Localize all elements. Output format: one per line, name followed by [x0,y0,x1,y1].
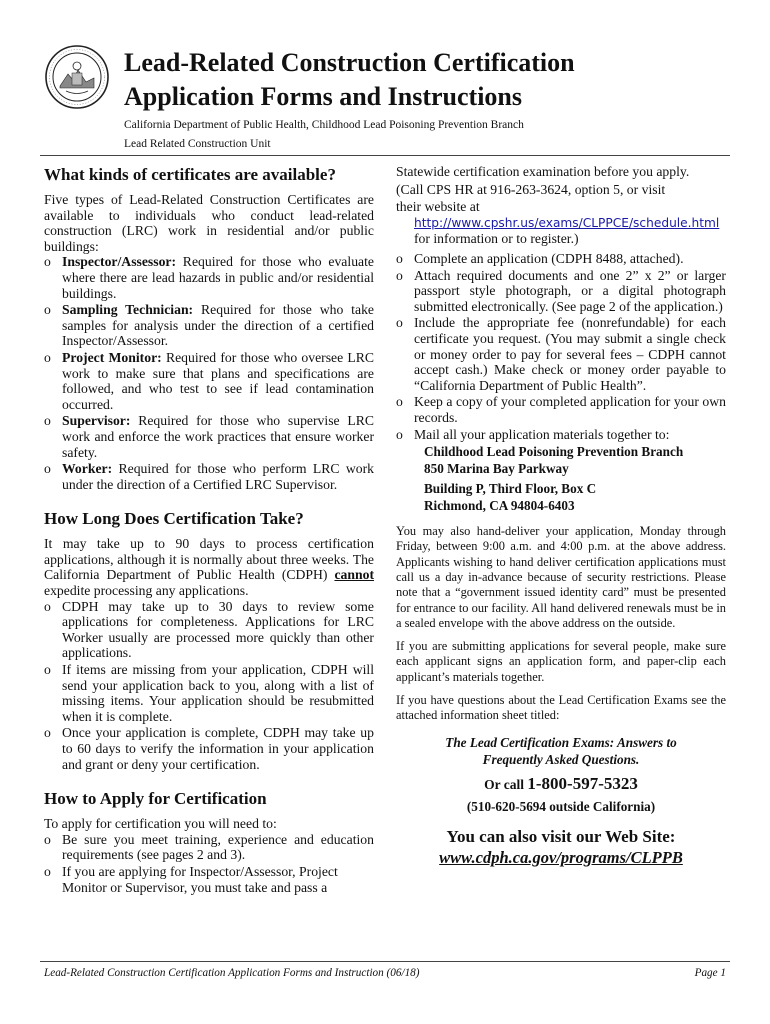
bullet: o [44,725,51,741]
address-line: 850 Marina Bay Parkway [424,460,569,476]
cert-type-desc: Required for those who supervise LRC work and enforce the work practices that ensure worker safety. [62,413,374,460]
cert-type-name: Sampling Technician: [62,302,194,318]
exam-continuation [396,164,726,247]
list-item [396,315,726,393]
address-line: Richmond, CA 94804-6403 [424,497,575,513]
call-prefix: Or call [484,776,528,792]
heading-certificate-kinds: What kinds of certificates are available? [44,165,336,184]
list-item [44,254,374,301]
footer-divider [40,961,730,962]
bullet: o [44,413,51,429]
heading-how-to-apply: How to Apply for Certification [44,789,267,809]
list-item [396,427,726,443]
list-item [44,461,374,492]
exam-text-2: (Call CPS HR at 916-263-3624, option 5, or visit [396,181,666,197]
list-item [44,350,374,412]
list-item-text: Keep a copy of your completed application for your own records. [414,394,726,425]
mailing-address [396,444,726,514]
header-divider [40,155,730,156]
visit-website-text: You can also visit our Web Site: [446,827,676,847]
list-item-text: Attach required documents and one 2” x 2” or larger passport style photograph, or a digital photograph submitted electronically. (See page 2 of the application.) [414,267,726,314]
list-item [44,302,374,349]
title-line-2: Application Forms and Instructions [124,82,522,111]
list-item [44,599,374,661]
california-seal-icon [44,44,110,110]
cert-type-desc: Required for those who take samples for analysis under the direction of a certified Inspector/Assessor. [62,302,374,349]
cannot-emphasis: cannot [334,567,374,583]
hand-deliver-paragraph: You may also hand-deliver your application, Monday through Friday, between 9:00 a.m. and 4:00 p.m. at the above address. Applicants wishing to hand deliver certification applications must call us a day in-advance because of security restrictions. Please note that a “government issued identity card” must be presented for entrance to our facility. All hand delivered renewals must be in a sealed envelope with the above address on the outside. [396,524,726,630]
list-item [44,832,374,863]
bullet: o [44,831,51,847]
exam-text-3: their website at [396,199,480,215]
cert-type-desc: Required for those who evaluate where there are lead hazards in public and/or residential buildings. [62,254,374,301]
faq-title-line-1: The Lead Certification Exams: Answers to [445,734,677,750]
bullet: o [396,250,403,266]
outside-california-phone: (510-620-5694 outside California) [466,798,656,814]
heading-certification-time: How Long Does Certification Take? [44,509,304,529]
bullet: o [396,426,403,442]
bullet: o [44,349,51,365]
apply-steps-list [44,832,374,895]
website-link[interactable]: www.cdph.ca.gov/programs/CLPPB [439,848,683,868]
department-subtitle: California Department of Public Health, Childhood Lead Poisoning Prevention Branch [124,119,524,131]
page-title [124,46,575,114]
faq-sheet-title [396,734,726,768]
cert-type-name: Worker: [62,461,113,477]
bullet: o [396,394,403,410]
exam-text-1: Statewide certification examination before you apply. [396,164,690,179]
cert-type-desc: Required for those who perform LRC work under the direction of a Certified LRC Supervisor. [62,461,374,492]
bullet: o [396,315,403,331]
list-item-text: Complete an application (CDPH 8488, attached). [414,250,684,266]
phone-number: 1-800-597-5323 [527,773,638,793]
cert-type-name: Inspector/Assessor: [62,254,177,270]
processing-text-a: It may take up to 90 days to process certification applications, although it is normally about three weeks. The California Department of Public Health (CDPH) [44,536,374,583]
cert-type-desc: Required for those who oversee LRC work to make sure that plans and specifications are followed, and who test to see if lead contamination occurred. [62,349,375,412]
left-column [44,164,374,896]
questions-paragraph: If you have questions about the Lead Certification Exams see the attached information sheet titled: [396,693,726,723]
bullet: o [44,254,51,270]
list-item-text: If items are missing from your application, CDPH will send your application back to you, along with a list of missing items. Your application should be resubmitted when it is complete. [62,662,374,724]
cert-type-name: Project Monitor: [62,349,162,365]
cpshr-link[interactable]: http://www.cpshr.us/exams/CLPPCE/schedule.html [414,215,720,230]
apply-intro: To apply for certification you will need to: [44,816,277,832]
processing-list [44,599,374,773]
list-item [44,662,374,724]
bullet: o [44,461,51,477]
list-item [44,413,374,460]
faq-title-line-2: Frequently Asked Questions. [482,751,640,767]
list-item [396,394,726,425]
address-line: Building P, Third Floor, Box C [424,481,597,497]
page-number: Page 1 [694,967,726,979]
list-item-text: If you are applying for Inspector/Assessor, Project Monitor or Supervisor, you must take and pass a [62,863,338,895]
bullet: o [396,267,403,283]
several-applicants-paragraph: If you are submitting applications for several people, make sure each applicant signs an application form, and paper-clip each applicant’s materials together. [396,639,726,684]
cert-type-name: Supervisor: [62,413,131,429]
bullet: o [44,863,51,879]
list-item [396,268,726,315]
kinds-intro: Five types of Lead-Related Construction Certificates are available to individuals who conduct lead-related construction (LRC) work in residential and/or public buildings: [44,192,374,254]
phone-line [396,774,726,795]
list-item [44,864,374,895]
unit-name: Lead Related Construction Unit [124,138,271,150]
list-item [44,725,374,772]
list-item-text: Include the appropriate fee (nonrefundable) for each certificate you request. (You may submit a single check or money order to pay for several fees – CDPH cannot accept cash.) Make check or money order payable to “California Department of Public Health”. [414,315,726,393]
processing-time-intro [44,536,374,598]
right-column [396,164,726,868]
list-item-text: Mail all your application materials together to: [414,426,670,442]
list-item-text: CDPH may take up to 30 days to review some applications for completeness. Applications for LRC Worker usually are processed more quickly than other applications. [62,598,374,661]
certificate-types-list [44,254,374,492]
application-steps-list [396,251,726,442]
exam-text-4: for information or to register.) [414,231,579,247]
bullet: o [44,598,51,614]
processing-text-b: expedite processing any applications. [44,583,249,599]
title-line-1: Lead-Related Construction Certification [124,48,575,77]
list-item-text: Be sure you meet training, experience and education requirements (see pages 2 and 3). [62,831,374,863]
bullet: o [44,662,51,678]
footer-document-title: Lead-Related Construction Certification Application Forms and Instruction (06/18) [44,967,420,979]
address-line: Childhood Lead Poisoning Prevention Branch [424,444,684,460]
list-item-text: Once your application is complete, CDPH may take up to 60 days to verify the information in your application and grant or deny your certification. [62,725,374,772]
bullet: o [44,302,51,318]
list-item [396,251,726,267]
